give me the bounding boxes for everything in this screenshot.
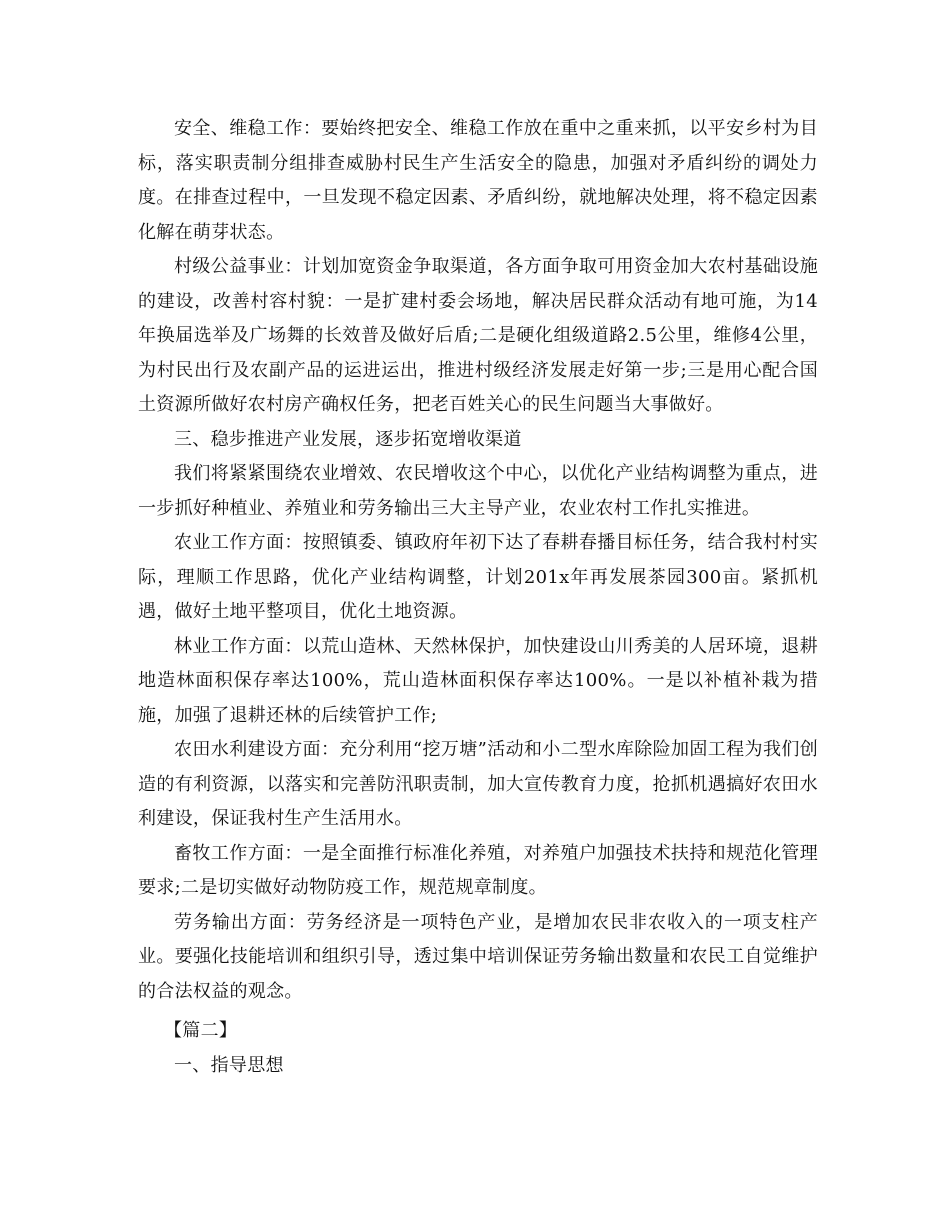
subheading-guiding-ideology: 一、指导思想 bbox=[174, 1054, 284, 1076]
part-title: 【篇二】 bbox=[164, 1020, 238, 1041]
paragraph-livestock: 畜牧工作方面：一是全面推行标准化养殖，对养殖户加强技术扶持和规范化管理要求;二是切实做好动物防疫工作，规范规章制度。 bbox=[138, 842, 818, 898]
paragraph-public-welfare: 村级公益事业：计划加宽资金争取渠道，各方面争取可用资金加大农村基础设施的建设，改善村容村貌：一是扩建村委会场地，解决居民群众活动有地可施，为14年换届选举及广场舞的长效普及做好后盾;二是硬化组级道路2.5公里，维修4公里，为村民出行及农副产品的运进运出，推进村级经济发展走好第一步;三是用心配合国土资源所做好农村房产确权任务，把老百姓关心的民生问题当大事做好。 bbox=[138, 256, 818, 415]
paragraph-safety-stability: 安全、维稳工作：要始终把安全、维稳工作放在重中之重来抓，以平安乡村为目标，落实职责制分组排查威胁村民生产生活安全的隐患，加强对矛盾纠纷的调处力度。在排查过程中，一旦发现不稳定因素、矛盾纠纷，就地解决处理，将不稳定因素化解在萌芽状态。 bbox=[138, 118, 818, 243]
document-body bbox=[138, 112, 818, 1083]
section-heading-industry: 三、稳步推进产业发展，逐步拓宽增收渠道 bbox=[174, 428, 522, 450]
paragraph-agriculture: 农业工作方面：按照镇委、镇政府年初下达了春耕春播目标任务，结合我村村实际，理顺工作思路，优化产业结构调整，计划201x年再发展茶园300亩。紧抓机遇，做好土地平整项目，优化土地资源。 bbox=[138, 532, 818, 622]
paragraph-industry-intro: 我们将紧紧围绕农业增效、农民增收这个中心，以优化产业结构调整为重点，进一步抓好种植业、养殖业和劳务输出三大主导产业，农业农村工作扎实推进。 bbox=[138, 463, 818, 519]
paragraph-labor-export: 劳务输出方面：劳务经济是一项特色产业，是增加农民非农收入的一项支柱产业。要强化技能培训和组织引导，透过集中培训保证劳务输出数量和农民工自觉维护的合法权益的观念。 bbox=[138, 911, 818, 1002]
paragraph-forestry: 林业工作方面：以荒山造林、天然林保护，加快建设山川秀美的人居环境，退耕地造林面积保存率达100%，荒山造林面积保存率达100%。一是以补植补栽为措施，加强了退耕还林的后续管护工作; bbox=[138, 635, 818, 726]
paragraph-water-conservancy: 农田水利建设方面：充分利用“挖万塘”活动和小二型水库除险加固工程为我们创造的有利资源，以落实和完善防汛职责制，加大宣传教育力度，抢抓机遇搞好农田水利建设，保证我村生产生活用水。 bbox=[138, 739, 818, 829]
